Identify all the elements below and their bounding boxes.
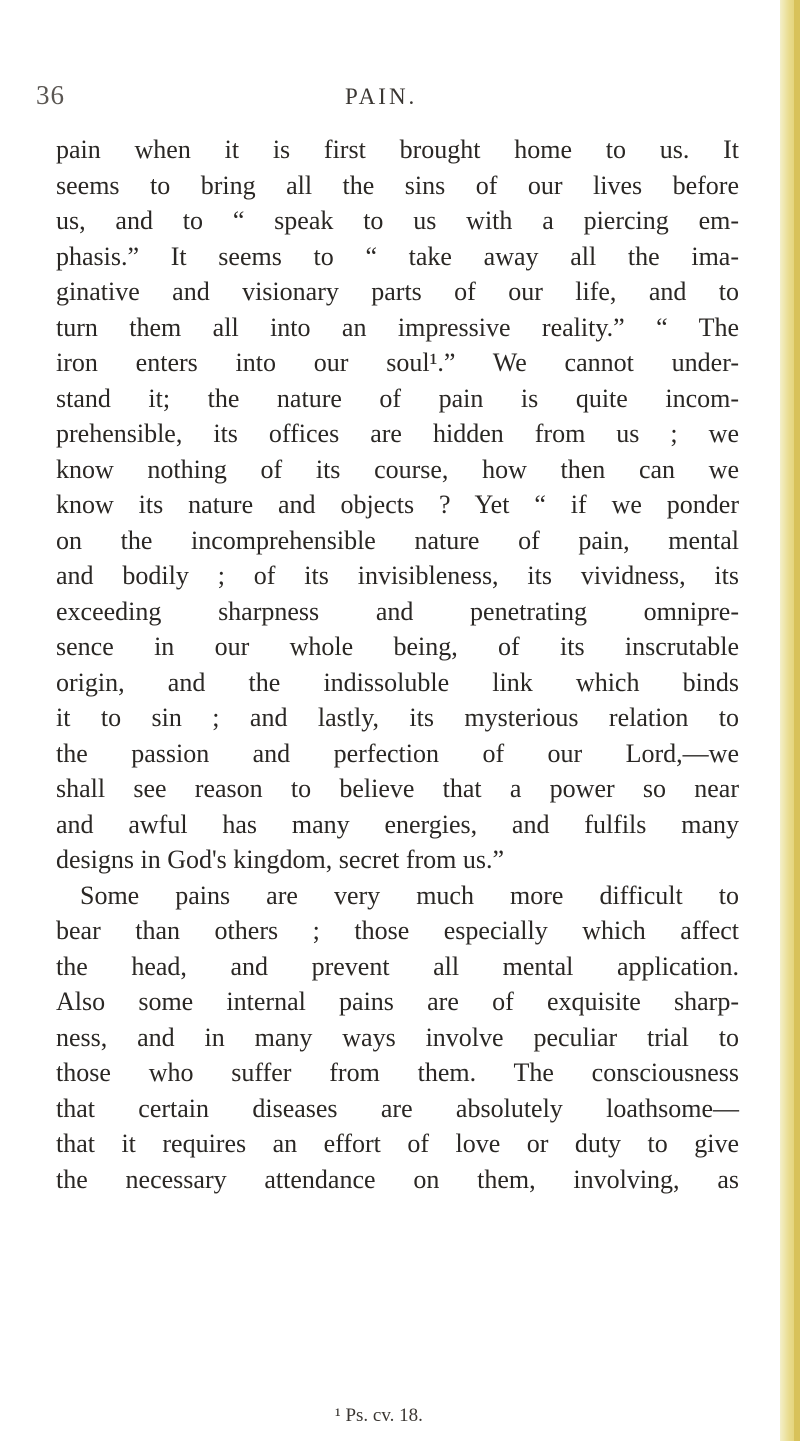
text-line: know its nature and objects ? Yet “ if we ponder	[56, 490, 739, 519]
running-head: PAIN.	[345, 84, 418, 109]
text-line: Some pains are very much more difficult to	[80, 880, 739, 910]
footnote: ¹ Ps. cv. 18.	[335, 1405, 423, 1426]
text-line: the necessary attendance on them, involving, as	[56, 1164, 739, 1194]
text-line: sence in our whole being, of its inscrutable	[56, 632, 739, 661]
text-line: and awful has many energies, and fulfils many	[56, 809, 739, 839]
text-line: those who suffer from them. The consciousness	[56, 1058, 739, 1087]
text-line: iron enters into our soul¹.” We cannot under-	[56, 348, 739, 377]
text-line: pain when it is first brought home to us. It	[56, 135, 739, 164]
text-line: origin, and the indissoluble link which binds	[56, 667, 739, 697]
text-line: the head, and prevent all mental application.	[56, 951, 739, 981]
text-line: Also some internal pains are of exquisite sharp-	[56, 987, 739, 1016]
text-line: bear than others ; those especially which affect	[56, 916, 739, 945]
text-line: and bodily ; of its invisibleness, its vividness, its	[56, 561, 739, 590]
text-line: that it requires an effort of love or duty to give	[56, 1129, 739, 1158]
text-line: that certain diseases are absolutely loathsome—	[56, 1093, 739, 1123]
text-line: shall see reason to believe that a power so near	[56, 774, 739, 803]
page-edge	[780, 0, 800, 1441]
text-line: prehensible, its offices are hidden from us ; we	[56, 419, 739, 448]
body-text	[56, 132, 739, 1197]
text-line: designs in God's kingdom, secret from us.”	[56, 845, 505, 874]
text-line: seems to bring all the sins of our lives before	[56, 170, 739, 200]
text-line: the passion and perfection of our Lord,—we	[56, 738, 739, 768]
text-line: phasis.” It seems to “ take away all the ima-	[56, 241, 739, 271]
text-line: turn them all into an impressive reality.” “ The	[56, 312, 739, 342]
text-line: know nothing of its course, how then can we	[56, 454, 739, 484]
page-number: 36	[36, 80, 65, 110]
text-line: it to sin ; and lastly, its mysterious relation to	[56, 703, 739, 732]
text-line: us, and to “ speak to us with a piercing em-	[56, 206, 739, 235]
text-line: ness, and in many ways involve peculiar trial to	[56, 1022, 739, 1052]
text-line: exceeding sharpness and penetrating omnipre-	[56, 596, 739, 626]
text-line: stand it; the nature of pain is quite incom-	[56, 383, 739, 413]
text-line: on the incomprehensible nature of pain, mental	[56, 525, 739, 555]
text-line: ginative and visionary parts of our life, and to	[56, 277, 739, 306]
